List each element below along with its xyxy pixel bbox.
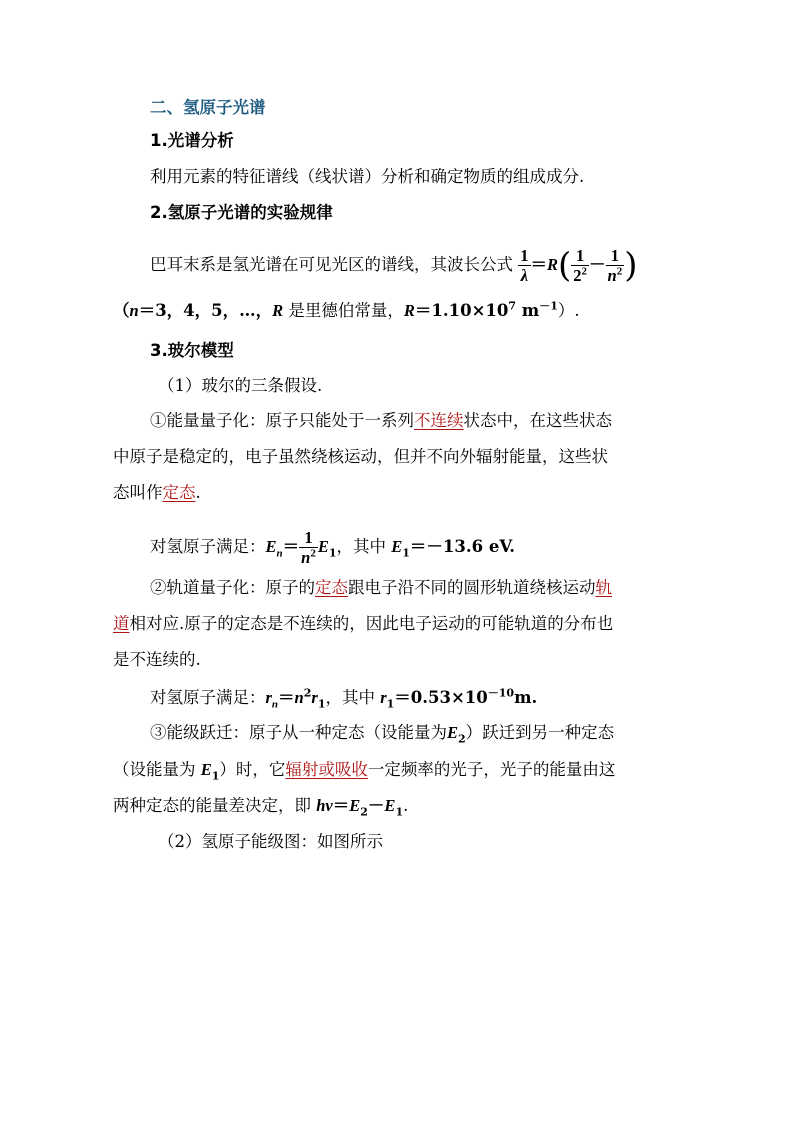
heading-spectral-analysis: 1.光谱分析 bbox=[150, 131, 234, 150]
paragraph-level-transition-3: 两种定态的能量差决定，即 $h\nu=E_2-E_1$. bbox=[113, 796, 409, 819]
subheading-energy-level-diagram: （2）氢原子能级图：如图所示 bbox=[158, 832, 383, 851]
balmer-formula: $\frac{1}{\lambda}$ ＝R( $\frac{1}{2^2}$ － $\frac{1}{n^2}$ ) bbox=[520, 245, 638, 286]
highlight-discontinuous: 不连续 bbox=[414, 411, 464, 430]
paragraph-level-transition-2: （设能量为 $E_1$）时，它辐射或吸收一定频率的光子，光子的能量由这 bbox=[113, 760, 616, 783]
formula-energy-levels: 对氢原子满足：$E_n=$ $\frac{1}{n^2}$ $E_1$，其中 $E_1=-13.6$ eV. bbox=[150, 528, 516, 567]
paragraph-orbit-quantization-2: 道相对应.原子的定态是不连续的，因此电子运动的可能轨道的分布也 bbox=[113, 614, 614, 633]
paragraph-energy-quantization-3: 态叫作定态. bbox=[113, 483, 201, 502]
paragraph-energy-quantization-2: 中原子是稳定的，电子虽然绕核运动，但并不向外辐射能量，这些状 bbox=[113, 447, 608, 466]
balmer-text: 巴耳末系是氢光谱在可见光区的谱线，其波长公式 bbox=[150, 255, 513, 274]
paragraph-orbit-quantization-3: 是不连续的. bbox=[113, 650, 201, 669]
paragraph-energy-quantization-1: ①能量量子化：原子只能处于一系列不连续状态中，在这些状态 bbox=[150, 411, 612, 430]
heading-bohr-model: 3.玻尔模型 bbox=[150, 341, 234, 360]
subheading-three-assumptions: （1）玻尔的三条假设. bbox=[158, 376, 323, 395]
highlight-stationary-state: 定态 bbox=[162, 483, 196, 502]
paragraph-rydberg-constant: （n＝3，4，5，…，R 是里德伯常量，$R=1.10\times 10^7$ $m^{-1}$）. bbox=[113, 299, 580, 320]
paragraph-level-transition-1: ③能级跃迁：原子从一种定态（设能量为$E_2$）跃迁到另一种定态 bbox=[150, 723, 615, 746]
formula-orbit-radius: 对氢原子满足：$r_n=n^2r_1$，其中 $r_1=0.53\times 10^{-10}m$. bbox=[150, 686, 538, 711]
paragraph-orbit-quantization-1: ②轨道量子化：原子的定态跟电子沿不同的圆形轨道绕核运动轨 bbox=[150, 578, 612, 597]
highlight-orbit-part2: 道 bbox=[113, 614, 130, 633]
paragraph-balmer-series bbox=[150, 246, 637, 285]
highlight-emit-or-absorb: 辐射或吸收 bbox=[285, 760, 368, 779]
section-title: 二、氢原子光谱 bbox=[150, 98, 266, 117]
highlight-orbit-part1: 轨 bbox=[595, 578, 612, 597]
heading-hydrogen-spectrum-law: 2.氢原子光谱的实验规律 bbox=[150, 203, 333, 222]
highlight-stationary-state-2: 定态 bbox=[315, 578, 348, 597]
paragraph-spectral-analysis: 利用元素的特征谱线（线状谱）分析和确定物质的组成成分. bbox=[150, 167, 585, 186]
